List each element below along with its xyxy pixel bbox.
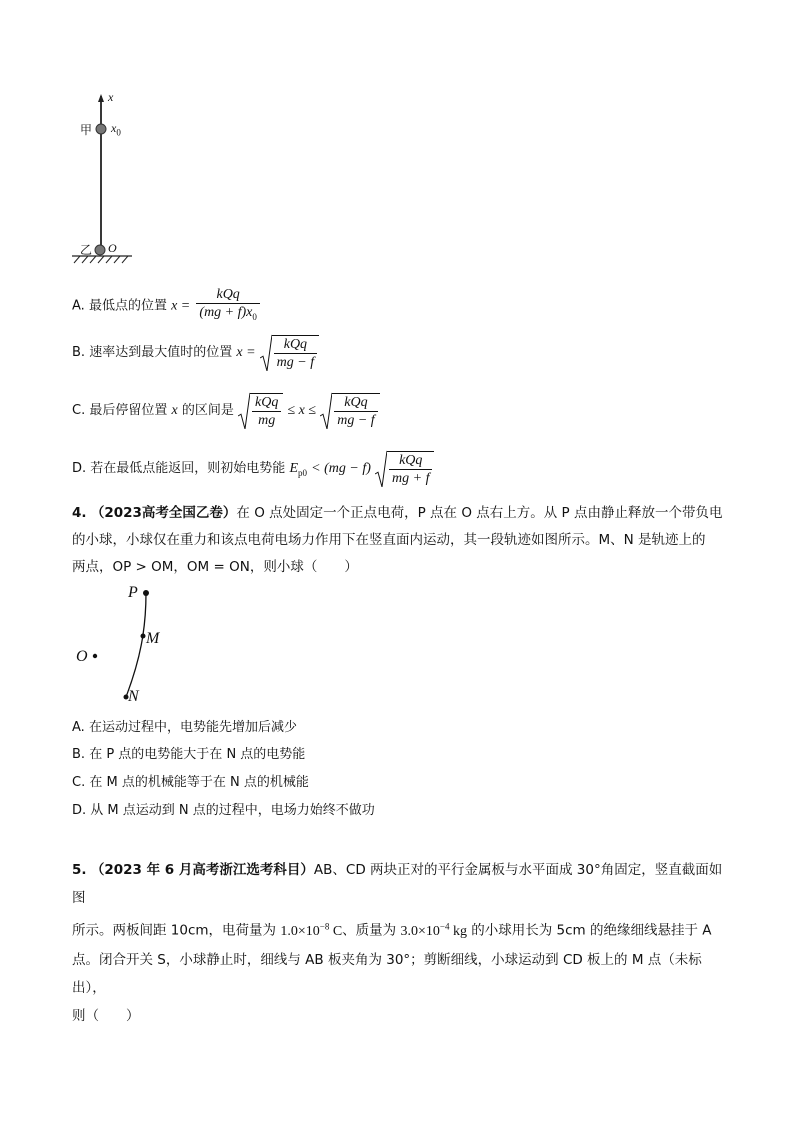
option-b-prefix: B.: [72, 345, 86, 360]
point-o-icon: [93, 654, 97, 658]
mass-value: [400, 921, 467, 939]
question-5-line-3: 点。闭合开关 S，小球静止时，细线与 AB 板夹角为 30°；剪断细线，小球运动到 CD 板上的 M 点（未标出），: [72, 951, 702, 996]
option-a-fraction: [196, 286, 260, 326]
q4-option-c: [72, 773, 309, 793]
question-5-number: 5.: [72, 862, 87, 878]
question-5-source: （2023 年 6 月高考浙江选考科目）: [90, 862, 314, 878]
q4-option-d-text: 从 M 点运动到 N 点的过程中，电场力始终不做功: [90, 803, 375, 818]
option-c-var: x: [171, 403, 178, 418]
charge-mantissa: 1.0×10: [280, 923, 320, 939]
position-x0-label: $x_0$: [111, 121, 121, 138]
point-m-icon: [141, 634, 146, 639]
ball-top-label: 甲: [80, 123, 93, 137]
q3-option-b: [72, 334, 319, 371]
radical-icon: [260, 334, 272, 371]
option-c-sqrt-right: [320, 392, 379, 429]
x-axis-arrow-icon: [98, 94, 104, 102]
q4-option-c-text: 在 M 点的机械能等于在 N 点的机械能: [89, 775, 309, 790]
option-d-energy-sub: p0: [298, 467, 308, 478]
point-m-label: M: [146, 630, 160, 647]
option-b-text: 速率达到最大值时的位置: [89, 345, 233, 360]
option-a-prefix: A.: [72, 298, 85, 314]
q4-option-d-prefix: D.: [72, 803, 87, 818]
q4-option-a-text: 在运动过程中，电势能先增加后减少: [88, 720, 297, 735]
option-a-text: 最低点的位置: [88, 298, 167, 314]
mass-mantissa: 3.0×10: [400, 923, 440, 939]
figure-rod-diagram: [70, 88, 160, 268]
question-5-line-1: [72, 856, 732, 912]
figure-trajectory: [70, 580, 180, 710]
ball-bottom-icon: [95, 245, 105, 255]
x-axis-label: x: [108, 90, 114, 104]
question-4-text-1: 在 O 点处固定一个正点电荷，P 点在 O 点右上方。从 P 点由静止释放一个带负电: [236, 505, 723, 521]
q4-option-b-text: 在 P 点的电势能大于在 N 点的电势能: [89, 747, 306, 762]
q3-option-a: [72, 286, 262, 326]
radical-icon: [238, 392, 250, 429]
question-5-line-4: 则（ ）: [72, 1007, 140, 1024]
option-d-prefix: D.: [72, 461, 87, 476]
option-b-numerator: kQq: [274, 336, 317, 354]
charge-exponent: −8: [319, 921, 330, 931]
option-d-numerator: kQq: [389, 452, 432, 470]
option-c-prefix: C.: [72, 403, 86, 418]
option-c-sqrt-left: [238, 392, 283, 429]
q4-option-d: [72, 801, 375, 821]
q4-option-a: [72, 718, 297, 738]
mass-unit: kg: [452, 923, 467, 939]
origin-label: O: [108, 241, 117, 255]
option-d-energy-symbol: E: [289, 461, 299, 476]
radical-icon: [320, 392, 332, 429]
option-c-denominator-1: mg: [258, 413, 276, 428]
charge-value: [280, 921, 343, 939]
option-c-numerator-2: kQq: [334, 394, 377, 412]
option-c-denominator-2: mg − f: [337, 413, 375, 428]
option-a-numerator: kQq: [196, 286, 260, 304]
question-4-number: 4.: [72, 505, 87, 521]
q4-option-c-prefix: C.: [72, 775, 86, 790]
q4-option-b: [72, 745, 305, 765]
question-5-text-2c: 的小球用长为 5cm 的绝缘细线悬挂于 A: [471, 922, 712, 939]
q3-option-d: [72, 450, 434, 487]
trajectory-curve: [126, 593, 146, 697]
question-4-line-3: 两点，OP > OM，OM = ON，则小球（ ）: [72, 559, 358, 575]
option-d-text: 若在最低点能返回，则初始电势能: [90, 461, 286, 476]
option-d-denominator: mg + f: [392, 471, 430, 486]
point-p-icon: [143, 590, 149, 596]
trajectory-svg: [70, 580, 180, 710]
question-5-text-2a: 所示。两板间距 10cm，电荷量为: [72, 922, 277, 939]
question-5-stem: [72, 856, 732, 1030]
option-c-text-tail: 的区间是: [181, 403, 234, 418]
option-a-var: x =: [171, 298, 191, 314]
point-o-label: O: [76, 648, 88, 665]
option-c-inequality: ≤ x ≤: [287, 403, 317, 418]
radical-icon: [375, 450, 387, 487]
option-a-den-text: (mg + f)x: [199, 305, 253, 320]
q3-option-c: [72, 392, 380, 429]
point-n-label: N: [128, 688, 139, 705]
option-d-sqrt: [375, 450, 434, 487]
question-5-line-2: [72, 912, 732, 946]
option-b-denominator: mg − f: [276, 355, 315, 370]
ball-top-icon: [96, 124, 106, 134]
option-c-numerator-1: kQq: [252, 394, 281, 412]
mass-exponent: −4: [439, 921, 450, 931]
q4-option-b-prefix: B.: [72, 747, 86, 762]
question-4-line-1: [72, 500, 732, 527]
option-a-denominator: [196, 304, 260, 326]
q4-option-a-prefix: A.: [72, 720, 85, 735]
point-p-label: P: [128, 584, 138, 601]
option-d-inequality: < (mg − f): [311, 461, 371, 476]
question-5-text-1: AB、CD 两块正对的平行金属板与水平面成 30°角固定，竖直截面如图: [72, 862, 723, 906]
option-b-sqrt: [260, 334, 319, 371]
question-4-stem: [72, 500, 732, 581]
option-c-text: 最后停留位置: [89, 403, 168, 418]
question-5-text-2b: 、质量为: [342, 922, 397, 939]
option-b-var: x =: [236, 345, 256, 360]
question-4-source: （2023高考全国乙卷）: [90, 505, 237, 521]
option-a-den-sub: 0: [252, 311, 257, 322]
ball-bottom-label: 乙: [80, 243, 93, 257]
question-4-line-2: 的小球，小球仅在重力和该点电荷电场力作用下在竖直面内运动，其一段轨迹如图所示。M、N 是轨迹上的: [72, 532, 706, 548]
charge-unit: C: [332, 923, 343, 939]
option-d-energy: [289, 461, 307, 476]
